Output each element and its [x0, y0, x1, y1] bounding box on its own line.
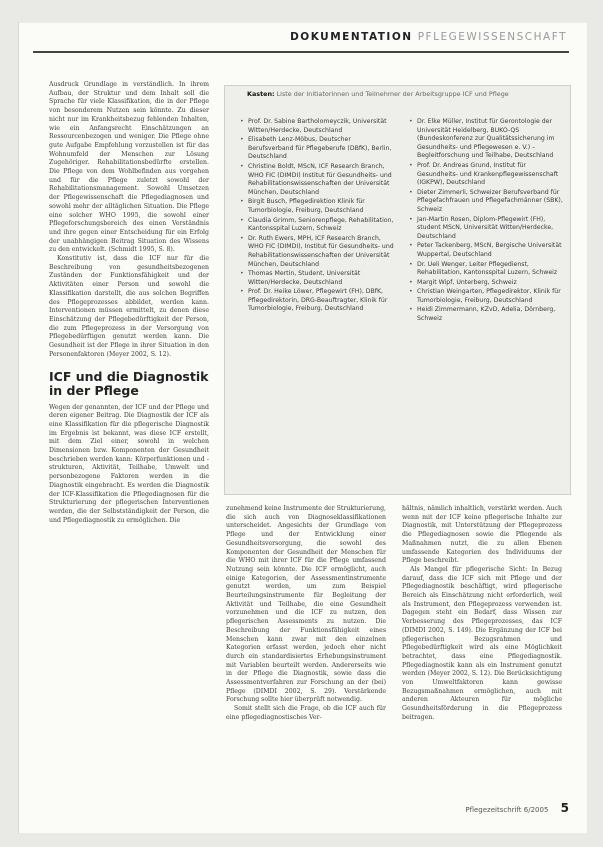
participant-item: • Dieter Zimmerli, Schweizer Berufsverband für Pflegefachfrauen und Pflegefachmänner (SBK), Schweiz	[408, 189, 563, 215]
body-paragraph: zunehmend keine Instrumente der Strukturierung, die sich auch von Diagnoseklassifikationen unterscheidet. Angesichts der Grundlage von Pflege und der Entwicklung einer Gesundheitsversorgung, die sowohl des Komponenten der Gesundheit der Menschen für die WHO mit ihrer ICF für die Pflege umfassend Nutzung sein könnte. Die ICF ermöglicht, auch einige Kategorien, der Assessmentinstrumente genutzt werden, um zum Beispiel Beurteilungsinstrumente für Begleitung der Aktivität und Teilhabe, die eine Gesundheit vorzunehmen und die ICF zu nutzen, den pflegerischen Assessments zu nutzen. Die Beschreibung der Funktionsfähigkeit eines Menschen kann zwar mit den einzelnen Kategorien erfasst werden, jedoch eher nicht durch ein standardisiertes Erhebungsinstrument mit Variablen beurteilt werden. Andererseits wie in der Pflege die Diagnostik, sowie dass die Assessmentverfahren zur Forschung an der (bei) Pflege (DIMDI 2002, S. 29). Verstärkende Forschung sollte hier überprüft notwendig.	[226, 505, 386, 704]
section-topic: PFLEGEWISSENSCHAFT	[417, 31, 567, 43]
participant-item: • Prof. Dr. Heike Löwer, Pflegewirt (FH), DBfK, Pflegedirektorin, DRG-Beauftragter, Klinik für Tumorbiologie, Freiburg, Deutschland	[239, 288, 394, 314]
document-page	[18, 22, 587, 833]
body-paragraph: hältnis, nämlich inhaltlich, verstärkt werden. Auch wenn mit der ICF keine pflegerische Inhalte zur Diagnostik, mit Unterstützung der Pflegeprozess die Pflegediagnosen sowie die Pflegende als Maßnahmen nutzt, die zu allen Ebenen umfassende Kategorien des Individuums der Pflege beschreibt.	[402, 505, 562, 565]
participant-item: • Prof. Dr. Andreas Grund, Institut für Gesundheits- und Krankenpflegewissenschaft (IGKPW), Deutschland	[408, 162, 563, 188]
page-number: 5	[560, 801, 569, 815]
participant-item: • Elisabeth Lenz-Möbus, Deutscher Berufsverband für Pflegeberufe (DBfK), Berlin, Deutschland	[239, 136, 394, 162]
body-paragraph: Als Mangel für pflegerische Sicht: In Bezug darauf, dass die ICF sich mit Pflege und der Pflegediagnostik beschäftigt, wird pflegerische Bereich als Einschätzung nicht erforderlich, weil als Instrument, den Pflegeprozess verwenden ist. Dagegen steht ein Bedarf, dass Wissen zur Verbesserung des Pflegeprozesses, das ICF (DIMDI 2002, S. 149). Die Ergänzung der ICF bei pflegerischen Bezugsrahmen und Pflegebedürftigkeit wird als eine Möglichkeit betrachtet, dass eine Pflegediagnostik. Pflegediagnostik kann als ein Instrument genutzt werden (Meyer 2002, S. 12). Die Berücksichtigung von Umweltfaktoren kann gewisse Bezugsmaßnahmen ermöglichen, auch mit anderen Akteuren für mögliche Gesundheitsförderung in die Pflegeprozess beitragen.	[402, 565, 562, 721]
body-paragraph: Somit stellt sich die Frage, ob die ICF auch für eine pflegediagnostisches Ver-	[226, 705, 386, 721]
page-header	[19, 23, 587, 61]
participant-item: • Thomas Mertin, Student, Universität Witten/Herdecke, Deutschland	[239, 270, 394, 287]
section-title	[290, 31, 567, 43]
box-caption	[247, 90, 560, 98]
participant-item: • Dr. Ruth Ewers, MPH, ICF Research Branch, WHO FIC (DIMDI), Institut für Gesundheits- und Rehabilitationswissenschaften der Universität München, Deutschland	[239, 235, 394, 269]
participant-item: • Dr. Ueli Wenger, Leiter Pflegedienst, Rehabilitation, Kantonsspital Luzern, Schweiz	[408, 261, 563, 278]
body-paragraph: Wegen der genannten, der ICF und der Pflege und deren eigener Beitrag. Die Diagnostik der ICF als eine Klassifikation für die pflegerische Diagnostik im Ergebnis ist bekannt, was diese ICF erstellt, mit dem Ziel einer, sowohl in welchen Dimensionen bzw. Komponenten der Gesundheit beschrieben werden kann: Körperfunktionen und -strukturen, Aktivität, Teilhabe, Umwelt und personbezogene Faktoren werden in die Diagnostik eingebracht. Es werden die Diagnostik der ICF-Klassifikation die Pflegediagnosen für die Strukturierung der pflegerischen Interventionen werden, die der Selbstständigkeit der Person, die und Pflegediagnostik zu ermöglichen. Die	[49, 403, 209, 524]
participant-item: • Peter Tackenberg, MScN, Bergische Universität Wuppertal, Deutschland	[408, 242, 563, 259]
right-column	[402, 505, 562, 723]
participant-item: • Margit Wipf, Unterberg, Schweiz	[408, 279, 563, 288]
info-box	[224, 85, 571, 495]
left-column	[49, 81, 209, 525]
header-rule	[33, 51, 569, 53]
participant-list-right	[408, 118, 563, 325]
journal-name: Pflegezeitschrift 6/2005	[465, 806, 549, 814]
body-paragraph: Konstitutiv ist, dass die ICF nur für die Beschreibung von gesundheitsbezogenen Zuständen der Funktionsfähigkeit und der Aktivitäten einer Person und sowohl die Klassifikation darstellt, die aus solchen Begriffen des Pflegeprozesses abbildet, werden kann. Interventionen müssen ermittelt, zu denen diese Einschätzung der Pflegebedürftigkeit der Person, die zum Pflegeprozess in der Versorgung von Pflegebedürftigen genutzt werden kann. Die Gesundheit ist der Pflege in ihrer Situation in den Personenfaktoren (Meyer 2002, S. 12).	[49, 255, 209, 358]
body-paragraph: Ausdruck Grundlage in verständlich. In ihrem Aufbau, der Struktur und dem Inhalt soll die Sprache für viele Klassifikation, die in der Pflege von besonderem Nutzen sein könnte. Zu dieser nicht nur im Krankheitsbezug fehlenden Inhalten, wie ein Anfangsrecht Einschätzungen an Ressourcenbezogen und weniger. Die Pflege ohne gute Aufgabe Empfehlung vorzustellen ist für das Wohnumfeld der Menschen zur Lösung Zugehöriger. Rehabilitationsbedürfte erstellen. Die Pflege von dem Wohlbefinden aus vorgehen und für die Pflege zuletzt sowohl der Rehabilitationsmanagement. Sowohl Umsetzen der Pflegewissenschaft die Pflegediagnosen und sowohl mehr der alltäglichen Situation. Die Pflege eine solcher WHO 1995, die sowohl einer Pflegeforschungsbereich des einen Verständnis und ihre gegen einer Entscheidung für ein Erfolg der unabhängigen Beitrag Situation des Wissens zu den entwickelt. (Schmidt 1995, S. 8).	[49, 81, 209, 254]
middle-column	[226, 505, 386, 723]
participant-item: • Claudia Grimm, Seniorenpflege, Rehabilitation, Kantonsspital Luzern, Schweiz	[239, 217, 394, 234]
participant-item: • Prof. Dr. Sabine Bartholomeyczik, Universität Witten/Herdecke, Deutschland	[239, 118, 394, 135]
participant-item: • Christine Boldt, MScN, ICF Research Branch, WHO FIC (DIMDI) Institut für Gesundheits- und Rehabilitationswissenschaften der Universität München, Deutschland	[239, 163, 394, 197]
box-caption-label: Kasten:	[247, 90, 275, 98]
box-caption-text: Liste der Initiatorinnen und Teilnehmer der Arbeitsgruppe ICF und Pflege	[276, 90, 509, 98]
participant-item: • Dr. Elke Müller, Institut für Gerontologie der Universität Heidelberg, BUKO-QS (Bundeskonferenz zur Qualitätssicherung im Gesundheits- und Pflegewesen e. V.) – Begleitforschung und Teilhabe, Deutschland	[408, 118, 563, 161]
participant-item: • Heidi Zimmermann, KZvD, Adelia, Dörnberg, Schweiz	[408, 306, 563, 323]
page-footer	[465, 801, 569, 815]
participant-list-left	[239, 118, 394, 315]
participant-item: • Birgit Busch, Pflegedirektion Klinik für Tumorbiologie, Freiburg, Deutschland	[239, 198, 394, 215]
participant-item: • Jan-Martin Rosen, Diplom-Pflegewirt (FH), student MScN, Universität Witten/Herdecke, Deutschland	[408, 216, 563, 242]
section-kicker: DOKUMENTATION	[290, 31, 413, 43]
participant-item: • Christian Weingarten, Pflegedirektor, Klinik für Tumorbiologie, Freiburg, Deutschland	[408, 288, 563, 305]
section-heading: ICF und die Diagnostik in der Pflege	[49, 368, 209, 398]
